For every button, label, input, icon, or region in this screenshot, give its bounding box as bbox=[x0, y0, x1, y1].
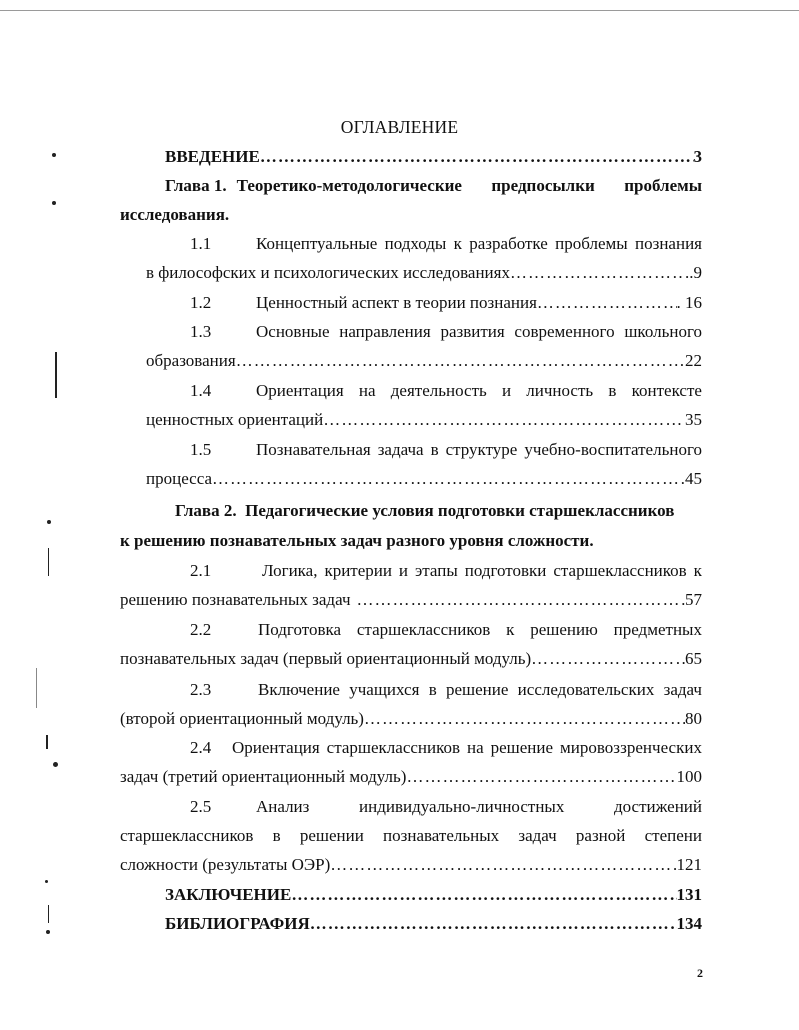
toc-entry-label: в философских и психологических исследованиях bbox=[146, 263, 510, 282]
word: проблемы bbox=[555, 234, 628, 253]
word: индивидуально-личностных bbox=[359, 797, 565, 816]
word: критерии bbox=[324, 561, 392, 580]
section-2-5-line2[interactable] bbox=[120, 822, 702, 850]
word: к bbox=[453, 234, 462, 253]
word: Концептуальные bbox=[256, 234, 378, 253]
leader-dots bbox=[357, 586, 686, 614]
toc-entry-conclusion[interactable] bbox=[165, 881, 702, 909]
toc-entry-label: сложности (результаты ОЭР) bbox=[120, 855, 331, 874]
chapter-1-prefix: Глава 1. bbox=[165, 176, 227, 195]
word: деятельность bbox=[390, 381, 487, 400]
toc-entry-label: решению познавательных задач bbox=[120, 590, 351, 609]
toc-page-number: ..9 bbox=[685, 263, 702, 282]
toc-entry-label: образования bbox=[146, 351, 236, 370]
scan-artifact-dot bbox=[45, 880, 48, 883]
word: в bbox=[272, 826, 281, 845]
section-1-1-line2[interactable] bbox=[146, 259, 702, 287]
toc-entry-label: БИБЛИОГРАФИЯ bbox=[165, 914, 310, 933]
word: познавательных bbox=[383, 826, 500, 845]
word: разработке bbox=[469, 234, 548, 253]
word: структуре bbox=[445, 440, 518, 459]
word: Логика, bbox=[262, 561, 318, 580]
section-2-5-line1[interactable] bbox=[256, 793, 702, 821]
scan-artifact-bracket bbox=[55, 352, 57, 398]
section-1-4-line2[interactable] bbox=[146, 406, 702, 434]
scan-top-edge bbox=[0, 10, 799, 11]
word: Подготовка bbox=[258, 620, 342, 639]
word: предпосылки bbox=[491, 176, 595, 195]
toc-entry-label: задач (третий ориентационный модуль) bbox=[120, 767, 407, 786]
leader-dots bbox=[406, 763, 676, 791]
scan-artifact-dot bbox=[47, 520, 51, 524]
section-1-5-line2[interactable] bbox=[146, 465, 702, 493]
toc-entry-bibliography[interactable] bbox=[165, 910, 702, 938]
chapter-1-heading[interactable] bbox=[165, 172, 702, 200]
chapter-2-heading[interactable] bbox=[175, 497, 702, 525]
word: учебно-воспитательного bbox=[524, 440, 702, 459]
word: исследовательских bbox=[517, 680, 655, 699]
word: Теоретико-методологические bbox=[236, 176, 462, 195]
toc-entry-label: ценностных ориентаций bbox=[146, 410, 324, 429]
word: Познавательная bbox=[256, 440, 371, 459]
leader-dots bbox=[510, 259, 685, 287]
word: старшеклассников bbox=[120, 826, 254, 845]
toc-page-number: 45 bbox=[685, 469, 702, 488]
section-number: 2.4 bbox=[190, 738, 212, 757]
toc-entry-label: ВВЕДЕНИЕ bbox=[165, 147, 260, 166]
word: степени bbox=[644, 826, 702, 845]
toc-page-number: 57 bbox=[685, 590, 702, 609]
toc-page-number: 3 bbox=[693, 147, 702, 166]
section-number: 1.3 bbox=[190, 322, 212, 341]
word: Ориентация bbox=[256, 381, 344, 400]
leader-dots bbox=[236, 347, 685, 375]
word: решению bbox=[530, 620, 598, 639]
chapter-1-title-line1 bbox=[237, 172, 702, 200]
word: разной bbox=[575, 826, 626, 845]
chapter-1-title-line2: исследования. bbox=[120, 205, 230, 224]
section-1-3-line2[interactable] bbox=[146, 347, 702, 375]
word: достижений bbox=[613, 797, 702, 816]
word: направления bbox=[339, 322, 431, 341]
word: контексте bbox=[631, 381, 702, 400]
word: в bbox=[428, 680, 437, 699]
toc-page-number: 134 bbox=[676, 914, 702, 933]
word: на bbox=[467, 738, 484, 757]
word: задач bbox=[663, 680, 702, 699]
word: предметных bbox=[613, 620, 702, 639]
section-number: 1.1 bbox=[190, 234, 212, 253]
toc-page-number: 80 bbox=[685, 709, 702, 728]
section-1-5-line1[interactable] bbox=[256, 436, 702, 464]
leader-dots bbox=[260, 143, 694, 171]
word: решение bbox=[490, 738, 554, 757]
toc-page-number: 22 bbox=[685, 351, 702, 370]
scan-artifact-dot bbox=[53, 762, 58, 767]
word: решение bbox=[445, 680, 509, 699]
word: проблемы bbox=[624, 176, 702, 195]
word: подходы bbox=[384, 234, 447, 253]
word: старшеклассников bbox=[356, 620, 491, 639]
section-number: 1.2 bbox=[190, 293, 212, 312]
word: развития bbox=[440, 322, 505, 341]
word: и bbox=[501, 381, 512, 400]
word: личность bbox=[526, 381, 594, 400]
section-number: 1.5 bbox=[190, 440, 212, 459]
page-number: 2 bbox=[697, 966, 703, 980]
chapter-2-title-line2: к решению познавательных задач разного уровня сложности. bbox=[120, 531, 594, 550]
leader-dots bbox=[212, 465, 685, 493]
section-2-1-line1[interactable] bbox=[262, 557, 702, 585]
toc-entry-intro[interactable] bbox=[165, 143, 702, 171]
leader-dots bbox=[531, 645, 685, 673]
word: решении bbox=[299, 826, 364, 845]
toc-page-number: 121 bbox=[676, 855, 702, 874]
section-number: 2.5 bbox=[190, 797, 212, 816]
word: Основные bbox=[256, 322, 330, 341]
scan-artifact-dot bbox=[46, 930, 50, 934]
toc-entry-label: процесса bbox=[146, 469, 213, 488]
word: Включение bbox=[258, 680, 340, 699]
section-number: 2.2 bbox=[190, 620, 212, 639]
section-2-1-line2[interactable] bbox=[120, 586, 702, 614]
section-number: 2.1 bbox=[190, 561, 212, 580]
section-2-4-line1[interactable] bbox=[232, 734, 702, 762]
chapter-2-title-text: Педагогические условия подготовки старшеклассников bbox=[245, 501, 675, 520]
toc-page-number: 100 bbox=[676, 767, 702, 786]
leader-dots bbox=[291, 881, 676, 909]
word: современного bbox=[514, 322, 615, 341]
chapter-2-prefix: Глава 2. bbox=[175, 501, 237, 520]
leader-dots bbox=[537, 289, 677, 317]
toc-page-number: 35 bbox=[685, 410, 702, 429]
scan-artifact-tick bbox=[36, 668, 37, 708]
section-1-1-line1[interactable] bbox=[256, 230, 702, 258]
word: познания bbox=[635, 234, 702, 253]
word: старшеклассников bbox=[553, 561, 687, 580]
word: школьного bbox=[624, 322, 702, 341]
toc-entry-label: Ценностный аспект в теории познания bbox=[256, 293, 537, 312]
section-2-3-line2[interactable] bbox=[120, 705, 702, 733]
toc-page-number: 65 bbox=[685, 649, 702, 668]
scan-artifact-tick bbox=[48, 548, 49, 576]
section-2-3-line1[interactable] bbox=[258, 676, 702, 704]
word: в bbox=[608, 381, 617, 400]
section-2-5-line3[interactable] bbox=[120, 851, 702, 879]
leader-dots bbox=[330, 851, 676, 879]
word: подготовки bbox=[464, 561, 547, 580]
section-1-3-line1[interactable] bbox=[256, 318, 702, 346]
toc-entry-label: познавательных задач (первый ориентационный модуль) bbox=[120, 649, 532, 668]
section-2-4-line2[interactable] bbox=[120, 763, 702, 791]
word: и bbox=[398, 561, 409, 580]
toc-entry-label: ЗАКЛЮЧЕНИЕ bbox=[165, 885, 292, 904]
section-1-2-line1[interactable] bbox=[256, 289, 702, 317]
word: в bbox=[430, 440, 439, 459]
section-2-2-line2[interactable] bbox=[120, 645, 702, 673]
section-number: 2.3 bbox=[190, 680, 212, 699]
section-2-2-line1[interactable] bbox=[258, 616, 702, 644]
word: задача bbox=[377, 440, 424, 459]
toc-page-number: 131 bbox=[676, 885, 702, 904]
section-number: 1.4 bbox=[190, 381, 212, 400]
toc-page-number: . 16 bbox=[676, 293, 702, 312]
word: к bbox=[693, 561, 702, 580]
toc-title: ОГЛАВЛЕНИЕ bbox=[340, 117, 459, 137]
leader-dots bbox=[310, 910, 677, 938]
word: Ориентация bbox=[232, 738, 320, 757]
word: к bbox=[506, 620, 515, 639]
scan-artifact-dot bbox=[52, 153, 56, 157]
word: Анализ bbox=[256, 797, 310, 816]
word: этапы bbox=[414, 561, 458, 580]
toc-entry-label: (второй ориентационный модуль) bbox=[120, 709, 364, 728]
scan-artifact-tick bbox=[48, 905, 49, 923]
word: старшеклассников bbox=[326, 738, 461, 757]
word: учащихся bbox=[349, 680, 420, 699]
leader-dots bbox=[323, 406, 685, 434]
scan-artifact-dot bbox=[52, 201, 56, 205]
word: мировоззренческих bbox=[559, 738, 702, 757]
scan-artifact-tick bbox=[46, 735, 48, 749]
leader-dots bbox=[364, 705, 685, 733]
word: на bbox=[358, 381, 376, 400]
section-1-4-line1[interactable] bbox=[256, 377, 702, 405]
word: задач bbox=[518, 826, 557, 845]
